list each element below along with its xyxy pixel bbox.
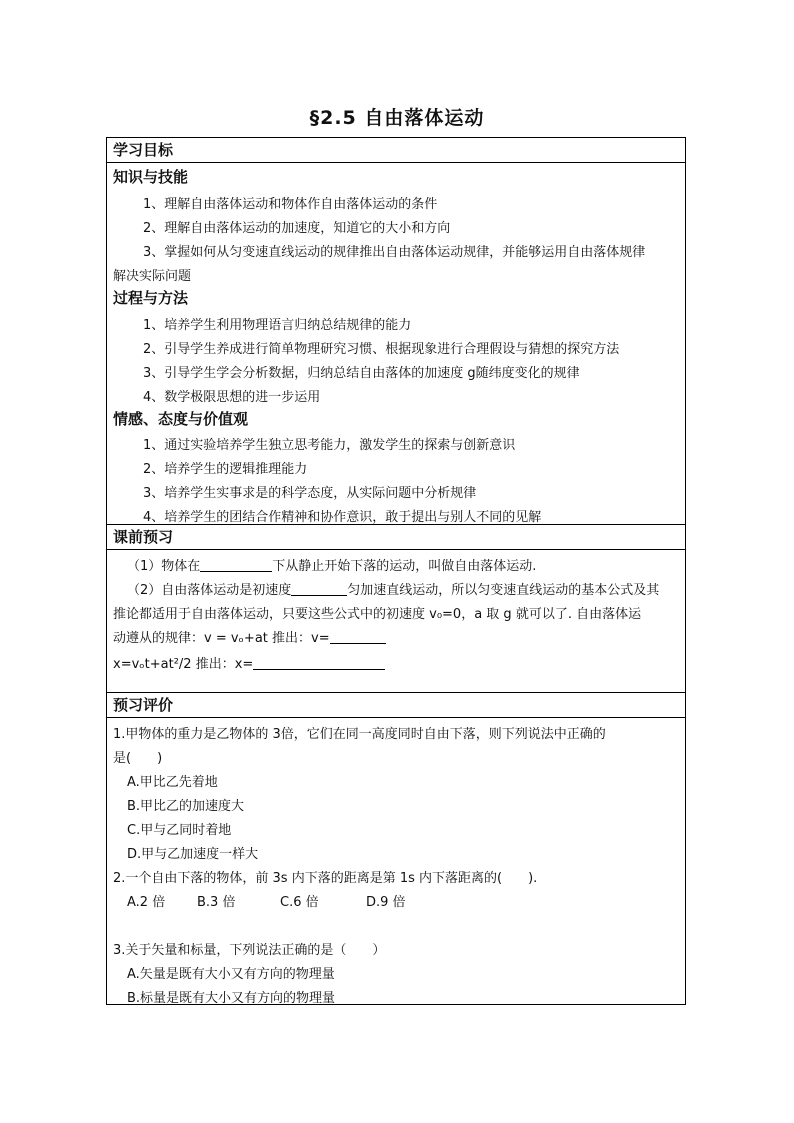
worksheet-table: [106, 137, 686, 1005]
preview-q2-line3: [113, 627, 679, 646]
knowledge-skills-title: 知识与技能: [113, 168, 189, 186]
q2-option-a: A.2 倍: [127, 895, 166, 910]
preview-header: 课前预习: [113, 528, 174, 546]
page-title: §2.5 自由落体运动: [309, 107, 485, 129]
emotion-item-2: 2、培养学生的逻辑推理能力: [143, 462, 308, 477]
process-item-2: 2、引导学生养成进行简单物理研究习惯、根据现象进行合理假设与猜想的探究方法: [143, 342, 620, 357]
preview-q2: [113, 579, 679, 598]
formula-displacement: x=vₒt+at²/2 推出：x=: [113, 657, 254, 672]
process-methods-title: 过程与方法: [113, 289, 189, 307]
q2-option-d: D.9 倍: [366, 895, 406, 910]
preview-q1: [113, 555, 679, 574]
process-item-1: 1、培养学生利用物理语言归纳总结规律的能力: [143, 318, 412, 333]
formula-velocity: 动遵从的规律：v = vₒ+at 推出：v=: [113, 631, 330, 646]
q2-option-b: B.3 倍: [197, 895, 236, 910]
divider: [107, 549, 685, 550]
answer-blank[interactable]: [253, 656, 385, 670]
emotion-item-4: 4、培养学生的团结合作精神和协作意识，敢于提出与别人不同的见解: [143, 510, 542, 525]
emotion-item-1: 1、通过实验培养学生独立思考能力，激发学生的探索与创新意识: [143, 438, 516, 453]
q2-option-c: C.6 倍: [280, 895, 319, 910]
answer-blank[interactable]: [200, 558, 272, 572]
question-1: 1.甲物体的重力是乙物体的 3倍，它们在同一高度同时自由下落，则下列说法中正确的: [113, 727, 606, 742]
q1-option-d: D.甲与乙加速度一样大: [127, 847, 259, 862]
question-3: 3.关于矢量和标量，下列说法正确的是（ ）: [113, 943, 386, 958]
q1-option-a: A.甲比乙先着地: [127, 775, 218, 790]
q2-options: [113, 891, 679, 910]
answer-blank[interactable]: [330, 630, 386, 644]
knowledge-item-1: 1、理解自由落体运动和物体作自由落体运动的条件: [143, 197, 438, 212]
preview-q2-text-a: （2）自由落体运动是初速度: [127, 583, 292, 598]
q3-option-a: A.矢量是既有大小又有方向的物理量: [127, 967, 335, 982]
q1-option-b: B.甲比乙的加速度大: [127, 799, 245, 814]
process-item-3: 3、引导学生学会分析数据，归纳总结自由落体的加速度 g随纬度变化的规律: [143, 366, 580, 381]
emotion-values-title: 情感、态度与价值观: [113, 410, 249, 428]
preview-q2-text-b: 匀加速直线运动，所以匀变速直线运动的基本公式及其: [347, 583, 660, 598]
process-item-4: 4、数学极限思想的进一步运用: [143, 390, 321, 405]
answer-blank[interactable]: [291, 582, 347, 596]
preview-section: [107, 524, 685, 692]
learning-goals-header: 学习目标: [113, 141, 174, 159]
evaluation-section: [107, 692, 685, 1004]
preview-q1-text-a: （1）物体在: [127, 559, 201, 574]
question-1-cont: 是( ): [113, 751, 163, 766]
knowledge-item-3-cont: 解决实际问题: [113, 269, 192, 284]
learning-goals-section: [107, 138, 685, 524]
question-2: 2.一个自由下落的物体，前 3s 内下落的距离是第 1s 内下落距离的( ).: [113, 871, 538, 886]
knowledge-item-3: 3、掌握如何从匀变速直线运动的规律推出自由落体运动规律，并能够运用自由落体规律: [143, 245, 646, 260]
preview-q2-line4: [113, 653, 679, 672]
knowledge-item-2: 2、理解自由落体运动的加速度，知道它的大小和方向: [143, 221, 451, 236]
preview-q2-line2: 推论都适用于自由落体运动，只要这些公式中的初速度 v₀=0，a 取 g 就可以了. 自由落体运: [113, 607, 642, 622]
emotion-item-3: 3、培养学生实事求是的科学态度，从实际问题中分析规律: [143, 486, 477, 501]
divider: [107, 717, 685, 718]
preview-q1-text-b: 下从静止开始下落的运动，叫做自由落体运动.: [272, 559, 537, 574]
divider: [107, 162, 685, 163]
q1-option-c: C.甲与乙同时着地: [127, 823, 232, 838]
evaluation-header: 预习评价: [113, 696, 174, 714]
q3-option-b: B.标量是既有大小又有方向的物理量: [127, 991, 336, 1006]
